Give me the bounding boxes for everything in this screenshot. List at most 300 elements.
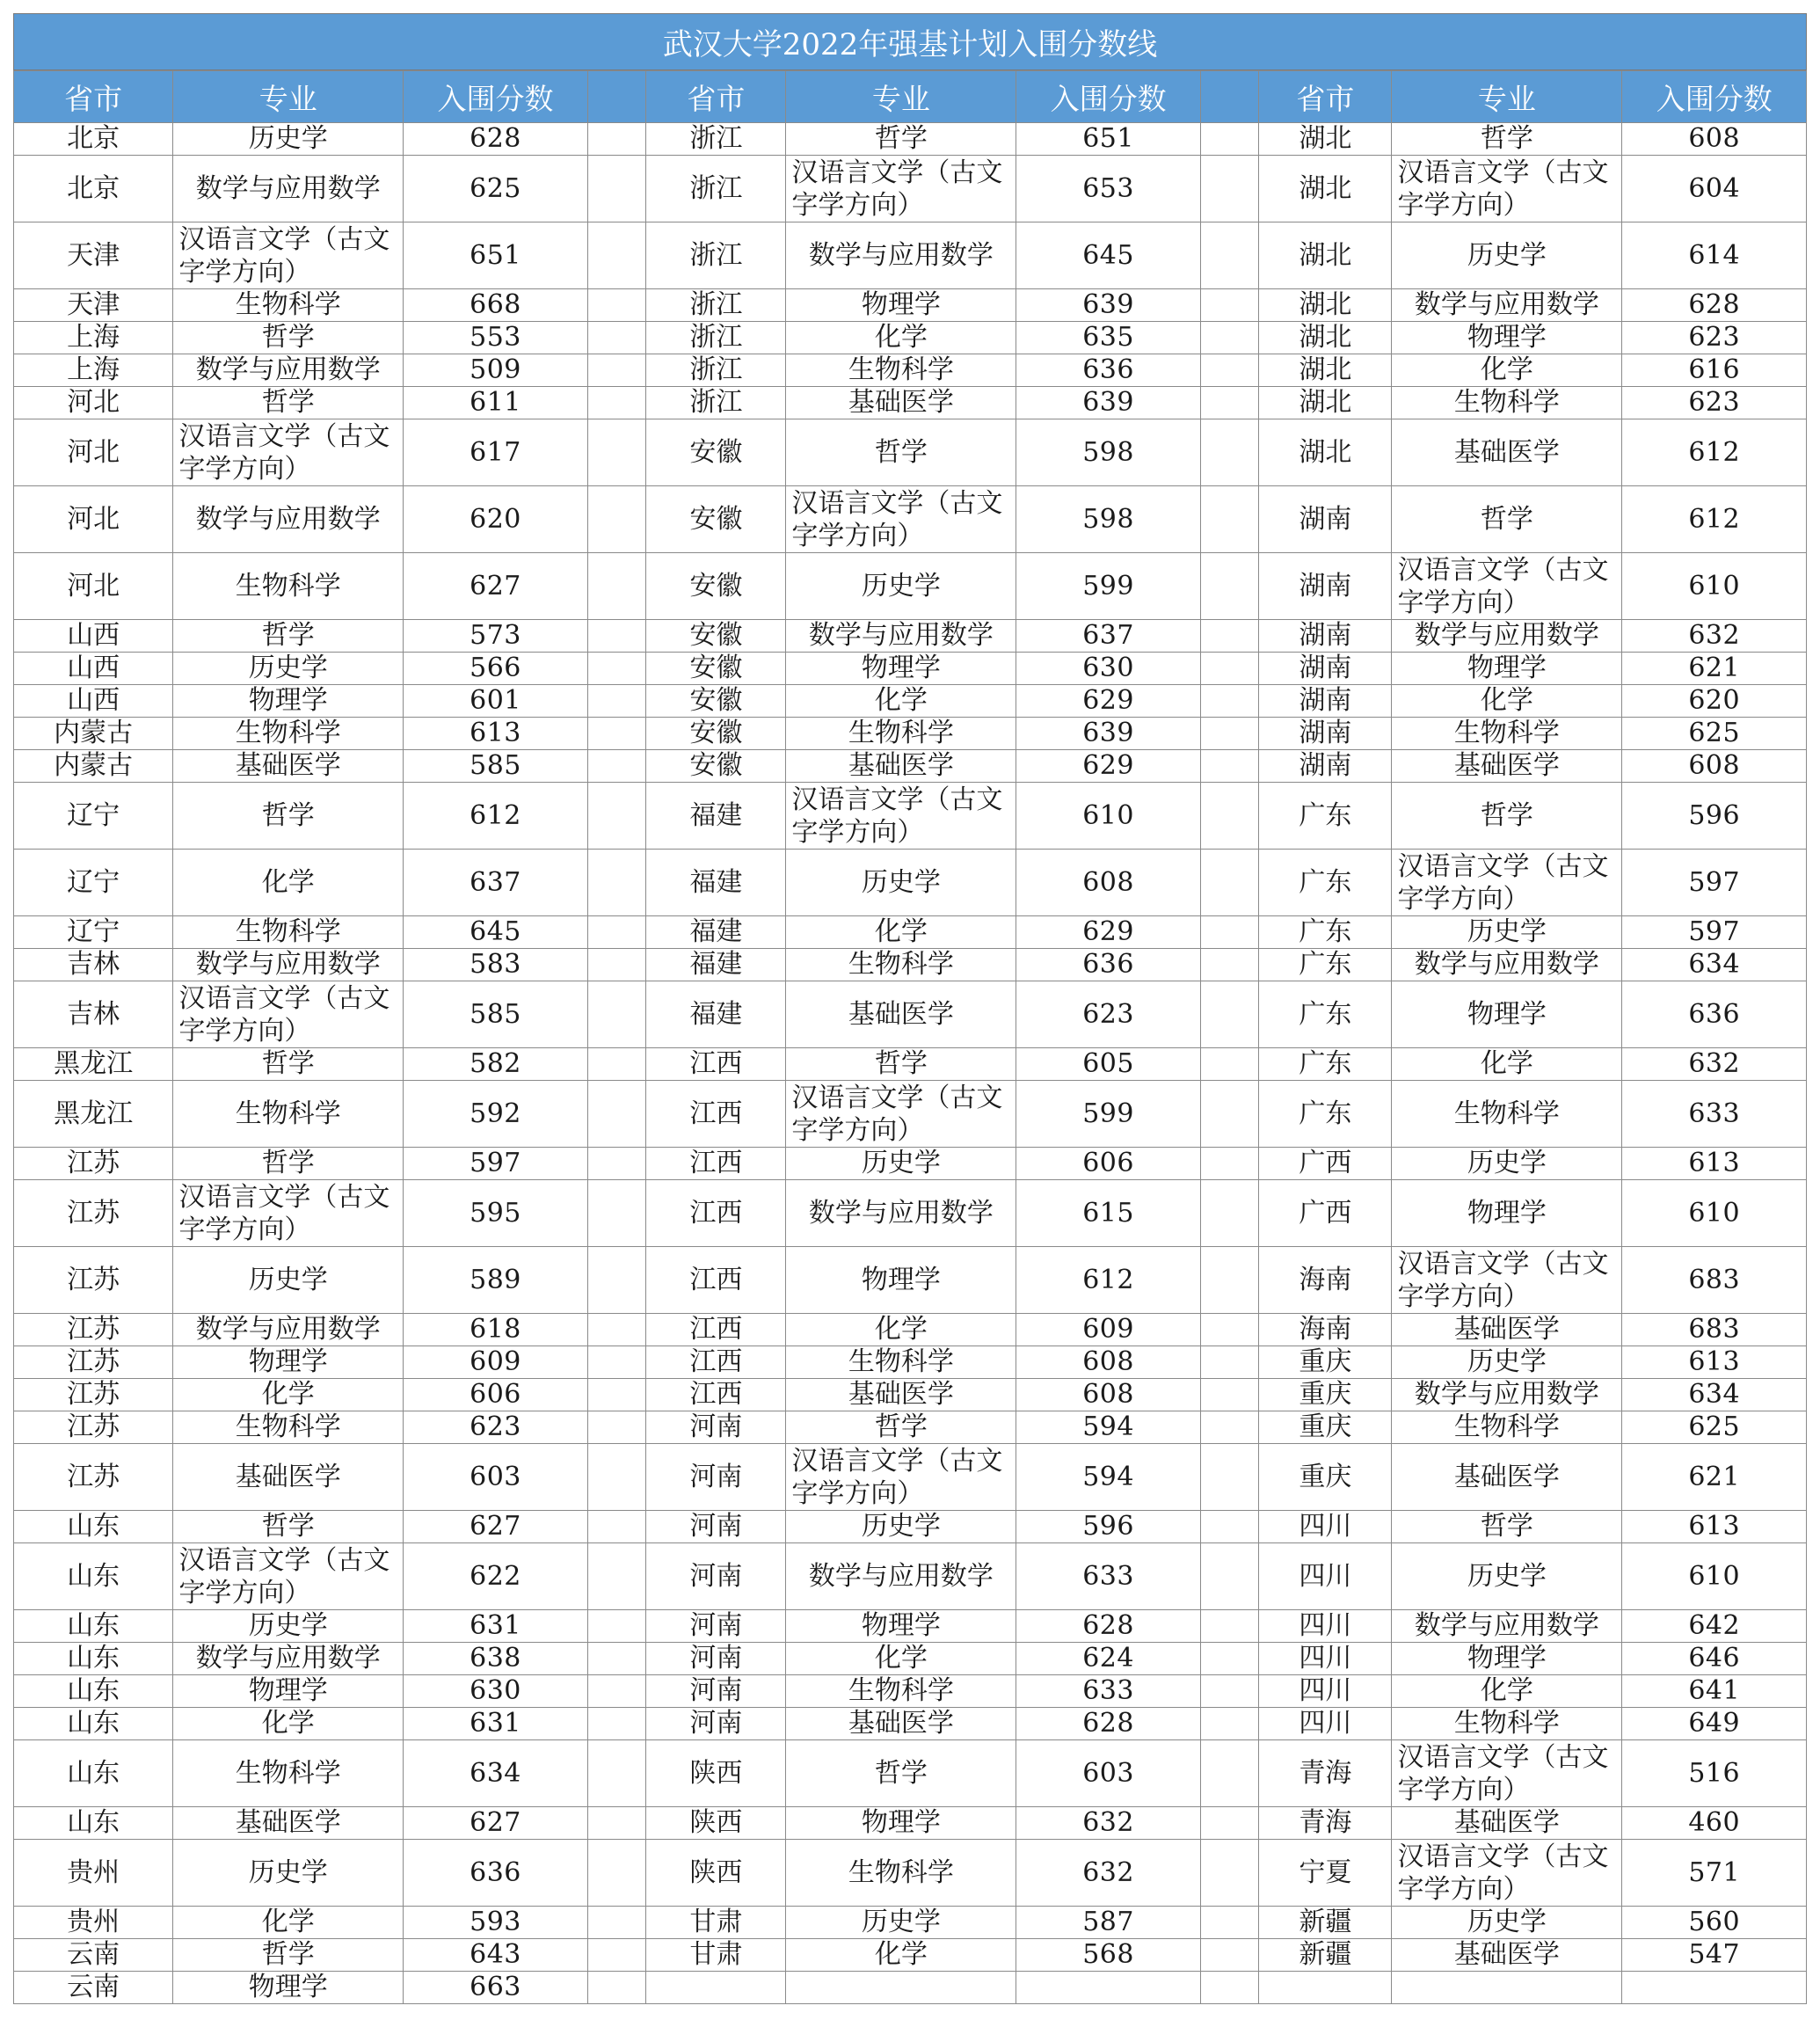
group-spacer (1200, 1314, 1258, 1346)
score-cell: 630 (404, 1675, 588, 1708)
table-row (14, 1840, 1807, 1907)
province-cell: 江苏 (14, 1148, 173, 1180)
major-cell: 基础医学 (1392, 1444, 1622, 1511)
table-row (14, 685, 1807, 718)
province-cell: 江西 (646, 1048, 786, 1081)
major-cell: 哲学 (173, 322, 404, 354)
group-spacer (587, 289, 645, 322)
province-cell: 广东 (1259, 981, 1392, 1048)
score-cell: 595 (404, 1180, 588, 1247)
table-body (14, 123, 1807, 2004)
score-cell: 631 (404, 1708, 588, 1740)
province-cell: 安徽 (646, 653, 786, 685)
province-cell: 江西 (646, 1247, 786, 1314)
header-major: 专业 (173, 71, 404, 123)
major-cell: 物理学 (1392, 322, 1622, 354)
province-cell: 天津 (14, 222, 173, 289)
group-spacer (1200, 783, 1258, 850)
score-cell: 608 (1016, 1346, 1201, 1379)
score-cell: 587 (1016, 1907, 1201, 1939)
group-spacer (1200, 1247, 1258, 1314)
score-cell: 628 (404, 123, 588, 156)
major-cell: 生物科学 (1392, 1081, 1622, 1148)
score-cell: 628 (1016, 1708, 1201, 1740)
score-cell: 582 (404, 1048, 588, 1081)
group-spacer (1200, 1180, 1258, 1247)
group-spacer (587, 486, 645, 553)
province-cell: 四川 (1259, 1543, 1392, 1610)
table-row (14, 419, 1807, 486)
score-cell: 612 (404, 783, 588, 850)
table-row (14, 354, 1807, 387)
score-cell: 634 (404, 1740, 588, 1807)
score-cell: 683 (1622, 1247, 1807, 1314)
table-row (14, 387, 1807, 419)
group-spacer (1200, 1148, 1258, 1180)
province-cell: 河南 (646, 1675, 786, 1708)
major-cell: 数学与应用数学 (173, 1314, 404, 1346)
group-spacer (1200, 354, 1258, 387)
score-cell: 594 (1016, 1444, 1201, 1511)
score-cell: 598 (1016, 419, 1201, 486)
table-row (14, 1740, 1807, 1807)
major-cell: 哲学 (786, 419, 1016, 486)
province-cell: 重庆 (1259, 1379, 1392, 1411)
major-cell: 汉语言文学（古文字学方向） (1392, 1840, 1622, 1907)
score-cell: 629 (1016, 750, 1201, 783)
table-row (14, 1907, 1807, 1939)
major-cell: 汉语言文学（古文字学方向） (786, 1444, 1016, 1511)
province-cell: 陕西 (646, 1840, 786, 1907)
group-spacer (1200, 1675, 1258, 1708)
table-row (14, 750, 1807, 783)
province-cell: 上海 (14, 322, 173, 354)
major-cell: 汉语言文学（古文字学方向） (1392, 1247, 1622, 1314)
group-spacer (587, 850, 645, 916)
score-cell: 615 (1016, 1180, 1201, 1247)
major-cell: 化学 (786, 916, 1016, 949)
province-cell: 山东 (14, 1610, 173, 1643)
province-cell: 江西 (646, 1148, 786, 1180)
group-spacer (587, 322, 645, 354)
score-cell: 632 (1622, 620, 1807, 653)
score-cell: 633 (1016, 1675, 1201, 1708)
major-cell: 物理学 (173, 1675, 404, 1708)
group-spacer (587, 1511, 645, 1543)
group-spacer (587, 1543, 645, 1610)
score-cell: 613 (404, 718, 588, 750)
table-row (14, 620, 1807, 653)
group-spacer (587, 750, 645, 783)
score-cell: 560 (1622, 1907, 1807, 1939)
province-cell: 江苏 (14, 1314, 173, 1346)
table-row (14, 916, 1807, 949)
province-cell: 黑龙江 (14, 1081, 173, 1148)
major-cell: 数学与应用数学 (173, 949, 404, 981)
major-cell: 物理学 (786, 1247, 1016, 1314)
major-cell: 汉语言文学（古文字学方向） (173, 1543, 404, 1610)
score-cell: 649 (1622, 1708, 1807, 1740)
score-cell: 568 (1016, 1939, 1201, 1972)
score-cell: 610 (1016, 783, 1201, 850)
group-spacer (1200, 387, 1258, 419)
score-cell: 653 (1016, 156, 1201, 222)
header-row (14, 71, 1807, 123)
major-cell: 生物科学 (1392, 718, 1622, 750)
province-cell: 河北 (14, 553, 173, 620)
score-cell: 621 (1622, 653, 1807, 685)
group-spacer (587, 1314, 645, 1346)
score-cell: 621 (1622, 1444, 1807, 1511)
score-cell: 625 (1622, 1411, 1807, 1444)
major-cell: 数学与应用数学 (1392, 289, 1622, 322)
major-cell: 基础医学 (1392, 1939, 1622, 1972)
province-cell: 河南 (646, 1543, 786, 1610)
score-cell: 609 (404, 1346, 588, 1379)
province-cell: 山西 (14, 653, 173, 685)
score-cell: 599 (1016, 553, 1201, 620)
province-cell: 浙江 (646, 156, 786, 222)
province-cell: 四川 (1259, 1511, 1392, 1543)
province-cell: 湖南 (1259, 620, 1392, 653)
province-cell: 四川 (1259, 1675, 1392, 1708)
province-cell: 安徽 (646, 718, 786, 750)
province-cell: 广东 (1259, 783, 1392, 850)
province-cell: 陕西 (646, 1740, 786, 1807)
major-cell: 数学与应用数学 (1392, 620, 1622, 653)
major-cell: 基础医学 (786, 981, 1016, 1048)
major-cell: 数学与应用数学 (1392, 1610, 1622, 1643)
major-cell: 基础医学 (1392, 1314, 1622, 1346)
major-cell: 历史学 (173, 1247, 404, 1314)
score-cell: 603 (1016, 1740, 1201, 1807)
major-cell: 汉语言文学（古文字学方向） (786, 156, 1016, 222)
group-spacer (1200, 1972, 1258, 2004)
group-spacer (1200, 322, 1258, 354)
table-row (14, 1610, 1807, 1643)
score-cell: 585 (404, 750, 588, 783)
major-cell: 数学与应用数学 (786, 1543, 1016, 1610)
group-spacer (1200, 1543, 1258, 1610)
province-cell: 安徽 (646, 419, 786, 486)
province-cell: 四川 (1259, 1610, 1392, 1643)
province-cell: 浙江 (646, 222, 786, 289)
major-cell: 物理学 (173, 685, 404, 718)
province-cell: 青海 (1259, 1807, 1392, 1840)
group-spacer (587, 620, 645, 653)
group-spacer (1200, 289, 1258, 322)
province-cell: 山东 (14, 1807, 173, 1840)
major-cell: 生物科学 (173, 553, 404, 620)
score-cell: 637 (404, 850, 588, 916)
province-cell: 湖南 (1259, 718, 1392, 750)
score-cell: 566 (404, 653, 588, 685)
score-cell: 516 (1622, 1740, 1807, 1807)
province-cell: 江苏 (14, 1180, 173, 1247)
score-cell: 610 (1622, 553, 1807, 620)
score-cell: 596 (1016, 1511, 1201, 1543)
score-cell: 623 (1622, 322, 1807, 354)
group-spacer (587, 653, 645, 685)
province-cell: 重庆 (1259, 1346, 1392, 1379)
group-spacer (1200, 685, 1258, 718)
group-spacer (587, 1247, 645, 1314)
major-cell: 汉语言文学（古文字学方向） (1392, 553, 1622, 620)
score-cell: 639 (1016, 718, 1201, 750)
group-spacer (1200, 1740, 1258, 1807)
table-row (14, 1708, 1807, 1740)
major-cell: 生物科学 (173, 718, 404, 750)
header-province: 省市 (1259, 71, 1392, 123)
major-cell: 历史学 (786, 1148, 1016, 1180)
major-cell: 哲学 (1392, 1511, 1622, 1543)
score-cell: 604 (1622, 156, 1807, 222)
group-spacer (587, 1048, 645, 1081)
group-spacer (1200, 850, 1258, 916)
province-cell: 江苏 (14, 1247, 173, 1314)
group-spacer (1200, 1643, 1258, 1675)
major-cell: 生物科学 (173, 289, 404, 322)
group-spacer (587, 1840, 645, 1907)
province-cell: 辽宁 (14, 850, 173, 916)
table-row (14, 1148, 1807, 1180)
score-cell: 594 (1016, 1411, 1201, 1444)
province-cell: 河南 (646, 1511, 786, 1543)
province-cell: 江苏 (14, 1346, 173, 1379)
score-cell: 622 (404, 1543, 588, 1610)
group-spacer (587, 1907, 645, 1939)
header-province: 省市 (646, 71, 786, 123)
group-spacer (587, 1708, 645, 1740)
province-cell: 安徽 (646, 620, 786, 653)
score-cell: 613 (1622, 1346, 1807, 1379)
score-cell: 620 (1622, 685, 1807, 718)
major-cell: 物理学 (1392, 981, 1622, 1048)
group-spacer (587, 1675, 645, 1708)
group-spacer (1200, 1511, 1258, 1543)
major-cell: 基础医学 (173, 1444, 404, 1511)
province-cell: 甘肃 (646, 1939, 786, 1972)
group-spacer (1200, 620, 1258, 653)
province-cell: 湖北 (1259, 354, 1392, 387)
major-cell: 生物科学 (786, 949, 1016, 981)
province-cell: 云南 (14, 1972, 173, 2004)
province-cell: 湖南 (1259, 685, 1392, 718)
province-cell: 广西 (1259, 1180, 1392, 1247)
score-cell: 610 (1622, 1180, 1807, 1247)
major-cell: 哲学 (786, 1411, 1016, 1444)
province-cell: 浙江 (646, 322, 786, 354)
table-row (14, 1444, 1807, 1511)
province-cell: 河南 (646, 1643, 786, 1675)
province-cell: 福建 (646, 916, 786, 949)
group-spacer (1200, 123, 1258, 156)
province-cell: 安徽 (646, 553, 786, 620)
major-cell: 化学 (1392, 354, 1622, 387)
province-cell: 宁夏 (1259, 1840, 1392, 1907)
province-cell: 浙江 (646, 123, 786, 156)
group-spacer (587, 1643, 645, 1675)
province-cell: 山西 (14, 685, 173, 718)
major-cell: 化学 (786, 1939, 1016, 1972)
group-spacer (587, 1346, 645, 1379)
province-cell: 湖北 (1259, 419, 1392, 486)
group-spacer (1200, 1411, 1258, 1444)
province-cell: 浙江 (646, 387, 786, 419)
score-cell: 645 (1016, 222, 1201, 289)
major-cell: 汉语言文学（古文字学方向） (786, 783, 1016, 850)
province-cell: 贵州 (14, 1840, 173, 1907)
score-cell: 632 (1016, 1807, 1201, 1840)
major-cell: 生物科学 (786, 354, 1016, 387)
group-spacer (1200, 750, 1258, 783)
score-cell: 573 (404, 620, 588, 653)
score-cell: 603 (404, 1444, 588, 1511)
province-cell: 浙江 (646, 354, 786, 387)
score-cell: 608 (1016, 1379, 1201, 1411)
major-cell: 汉语言文学（古文字学方向） (786, 486, 1016, 553)
score-cell: 597 (1622, 916, 1807, 949)
major-cell: 汉语言文学（古文字学方向） (1392, 1740, 1622, 1807)
header-score: 入围分数 (404, 71, 588, 123)
group-spacer (1200, 653, 1258, 685)
score-cell: 612 (1622, 419, 1807, 486)
province-cell (1259, 1972, 1392, 2004)
score-cell: 613 (1622, 1511, 1807, 1543)
group-spacer (1200, 1907, 1258, 1939)
score-cell: 637 (1016, 620, 1201, 653)
header-major: 专业 (786, 71, 1016, 123)
score-cell: 610 (1622, 1543, 1807, 1610)
major-cell: 化学 (173, 1907, 404, 1939)
table-row (14, 156, 1807, 222)
major-cell: 物理学 (173, 1346, 404, 1379)
province-cell: 新疆 (1259, 1907, 1392, 1939)
table-row (14, 1081, 1807, 1148)
group-spacer (587, 387, 645, 419)
province-cell: 河南 (646, 1610, 786, 1643)
province-cell: 湖南 (1259, 653, 1392, 685)
province-cell: 湖北 (1259, 222, 1392, 289)
major-cell: 数学与应用数学 (786, 1180, 1016, 1247)
score-cell: 639 (1016, 289, 1201, 322)
major-cell: 化学 (786, 322, 1016, 354)
header-score: 入围分数 (1622, 71, 1807, 123)
province-cell: 山东 (14, 1543, 173, 1610)
group-spacer (587, 1444, 645, 1511)
province-cell: 福建 (646, 783, 786, 850)
score-cell: 623 (1622, 387, 1807, 419)
table-row (14, 322, 1807, 354)
major-cell: 汉语言文学（古文字学方向） (1392, 156, 1622, 222)
major-cell: 哲学 (173, 1048, 404, 1081)
score-cell: 651 (404, 222, 588, 289)
group-spacer (1200, 1807, 1258, 1840)
sheet-title: 武汉大学2022年强基计划入围分数线 (13, 13, 1807, 70)
score-cell: 585 (404, 981, 588, 1048)
province-cell: 福建 (646, 949, 786, 981)
group-spacer (1200, 1379, 1258, 1411)
group-spacer (587, 916, 645, 949)
province-cell: 江苏 (14, 1411, 173, 1444)
score-cell: 668 (404, 289, 588, 322)
score-cell: 583 (404, 949, 588, 981)
province-cell: 江苏 (14, 1379, 173, 1411)
score-cell: 633 (1016, 1543, 1201, 1610)
group-spacer (587, 783, 645, 850)
group-spacer (587, 1180, 645, 1247)
score-cell: 611 (404, 387, 588, 419)
score-cell: 651 (1016, 123, 1201, 156)
group-spacer (587, 222, 645, 289)
group-spacer (587, 419, 645, 486)
group-spacer (587, 1411, 645, 1444)
province-cell: 广东 (1259, 850, 1392, 916)
major-cell: 物理学 (173, 1972, 404, 2004)
score-cell: 633 (1622, 1081, 1807, 1148)
score-cell: 601 (404, 685, 588, 718)
major-cell: 数学与应用数学 (173, 486, 404, 553)
major-cell: 汉语言文学（古文字学方向） (173, 419, 404, 486)
province-cell: 湖北 (1259, 156, 1392, 222)
group-spacer (587, 156, 645, 222)
score-cell: 632 (1622, 1048, 1807, 1081)
group-spacer (1200, 1840, 1258, 1907)
table-row (14, 1048, 1807, 1081)
group-spacer (587, 981, 645, 1048)
major-cell: 哲学 (1392, 783, 1622, 850)
group-spacer (1200, 1939, 1258, 1972)
major-cell: 基础医学 (173, 1807, 404, 1840)
major-cell: 基础医学 (786, 750, 1016, 783)
major-cell: 生物科学 (786, 1346, 1016, 1379)
group-spacer (587, 553, 645, 620)
score-cell: 596 (1622, 783, 1807, 850)
group-spacer (1200, 1081, 1258, 1148)
score-sheet (13, 13, 1807, 2004)
table-row (14, 949, 1807, 981)
group-spacer (1200, 486, 1258, 553)
table-row (14, 1314, 1807, 1346)
major-cell: 历史学 (786, 1907, 1016, 1939)
major-cell: 历史学 (1392, 1907, 1622, 1939)
group-spacer (1200, 1346, 1258, 1379)
score-cell: 645 (404, 916, 588, 949)
score-cell: 625 (1622, 718, 1807, 750)
table-row (14, 653, 1807, 685)
province-cell: 吉林 (14, 981, 173, 1048)
province-cell: 广东 (1259, 1048, 1392, 1081)
score-cell (1622, 1972, 1807, 2004)
major-cell: 数学与应用数学 (786, 222, 1016, 289)
province-cell: 广西 (1259, 1148, 1392, 1180)
score-cell: 606 (1016, 1148, 1201, 1180)
score-cell: 636 (1016, 949, 1201, 981)
group-spacer (587, 1807, 645, 1840)
province-cell: 河北 (14, 387, 173, 419)
score-cell: 623 (1016, 981, 1201, 1048)
group-spacer (1200, 1708, 1258, 1740)
province-cell: 河北 (14, 419, 173, 486)
province-cell: 湖南 (1259, 750, 1392, 783)
table-row (14, 850, 1807, 916)
province-cell: 青海 (1259, 1740, 1392, 1807)
score-cell: 639 (1016, 387, 1201, 419)
score-cell: 598 (1016, 486, 1201, 553)
major-cell: 历史学 (786, 850, 1016, 916)
major-cell: 历史学 (173, 123, 404, 156)
major-cell: 物理学 (1392, 1180, 1622, 1247)
